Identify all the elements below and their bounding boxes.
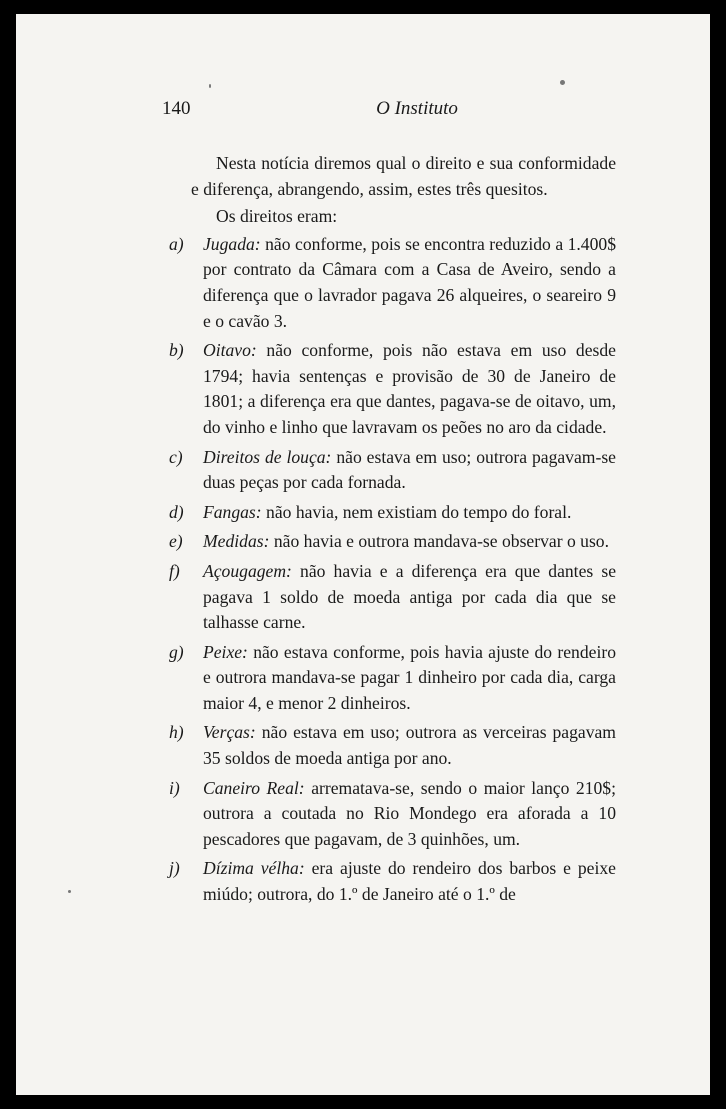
item-term: Caneiro Real: xyxy=(203,777,305,798)
list-item xyxy=(169,500,616,526)
list-item xyxy=(169,338,616,440)
item-letter: f) xyxy=(169,560,180,581)
page-header xyxy=(162,98,642,124)
item-text: não estava em uso; outrora as verceiras pagavam 35 soldos de moeda antiga por ano. xyxy=(203,722,616,769)
item-letter: i) xyxy=(169,777,180,798)
item-term: Peixe: xyxy=(203,641,248,662)
item-text: não conforme, pois não estava em uso desde 1794; havia sentenças e provisão de 30 de Janeiro de 1801; a diferença era que dantes, pagava-se de oitavo, um, do vinho e linho que lavravam os peões no aro da cidade. xyxy=(203,340,616,437)
item-text: não havia e outrora mandava-se observar o uso. xyxy=(269,531,609,552)
running-title: O Instituto xyxy=(376,98,458,119)
page-number: 140 xyxy=(162,98,191,119)
intro-paragraph: Os direitos eram: xyxy=(216,206,338,227)
body-text xyxy=(169,151,616,912)
item-letter: d) xyxy=(169,501,184,522)
item-letter: b) xyxy=(169,340,184,361)
list-item xyxy=(169,856,616,907)
list-item xyxy=(169,232,616,334)
list-item xyxy=(169,445,616,496)
paper-speck xyxy=(209,84,211,88)
item-term: Dízima vélha: xyxy=(203,858,305,879)
book-page xyxy=(16,14,710,1095)
item-text: não havia, nem existiam do tempo do foral. xyxy=(261,501,572,522)
item-term: Jugada: xyxy=(203,233,261,254)
item-letter: h) xyxy=(169,722,184,743)
item-term: Fangas: xyxy=(203,501,262,522)
list-item xyxy=(169,529,616,555)
paper-speck xyxy=(68,890,71,893)
item-letter: e) xyxy=(169,531,183,552)
item-term: Açougagem: xyxy=(203,560,292,581)
item-text: não havia e a diferença era que dantes se pagava 1 soldo de moeda antiga por cada dia que se talhasse carne. xyxy=(203,560,616,633)
item-text: arrematava-se, sendo o maior lanço 210$; outrora a coutada no Rio Mondego era aforada a 10 pescadores que pagavam, de 3 quinhões, um. xyxy=(203,777,616,849)
item-text: era ajuste do rendeiro dos barbos e peixe miúdo; outrora, do 1.º de Janeiro até o 1.º de xyxy=(203,858,616,905)
intro-paragraph: Nesta notícia diremos qual o direito e sua conformidade e diferença, abrangendo, assim, estes três quesitos. xyxy=(191,153,616,199)
list-item xyxy=(169,559,616,636)
item-letter: g) xyxy=(169,641,184,662)
item-term: Direitos de louça: xyxy=(203,446,332,467)
paper-speck xyxy=(560,80,565,85)
item-letter: c) xyxy=(169,446,183,467)
item-term: Medidas: xyxy=(203,531,270,552)
item-term: Verças: xyxy=(203,722,256,743)
item-letter: a) xyxy=(169,233,184,254)
item-text: não conforme, pois se encontra reduzido a 1.400$ por contrato da Câmara com a Casa de Aveiro, sendo a diferença que o lavrador pagava 26 alqueires, o seareiro 9 e o cavão 3. xyxy=(203,233,616,331)
list-item xyxy=(169,776,616,853)
item-text: não estava conforme, pois havia ajuste do rendeiro e outrora mandava-se pagar 1 dinheiro por cada dia, carga maior 4, e menor 2 dinheiros. xyxy=(203,641,616,713)
scan-border xyxy=(7,6,719,1103)
list-item xyxy=(169,640,616,717)
list-item xyxy=(169,720,616,771)
item-term: Oitavo: xyxy=(203,340,257,361)
item-letter: j) xyxy=(169,858,180,879)
item-text: não estava em uso; outrora pagavam-se duas peças por cada fornada. xyxy=(203,446,616,493)
